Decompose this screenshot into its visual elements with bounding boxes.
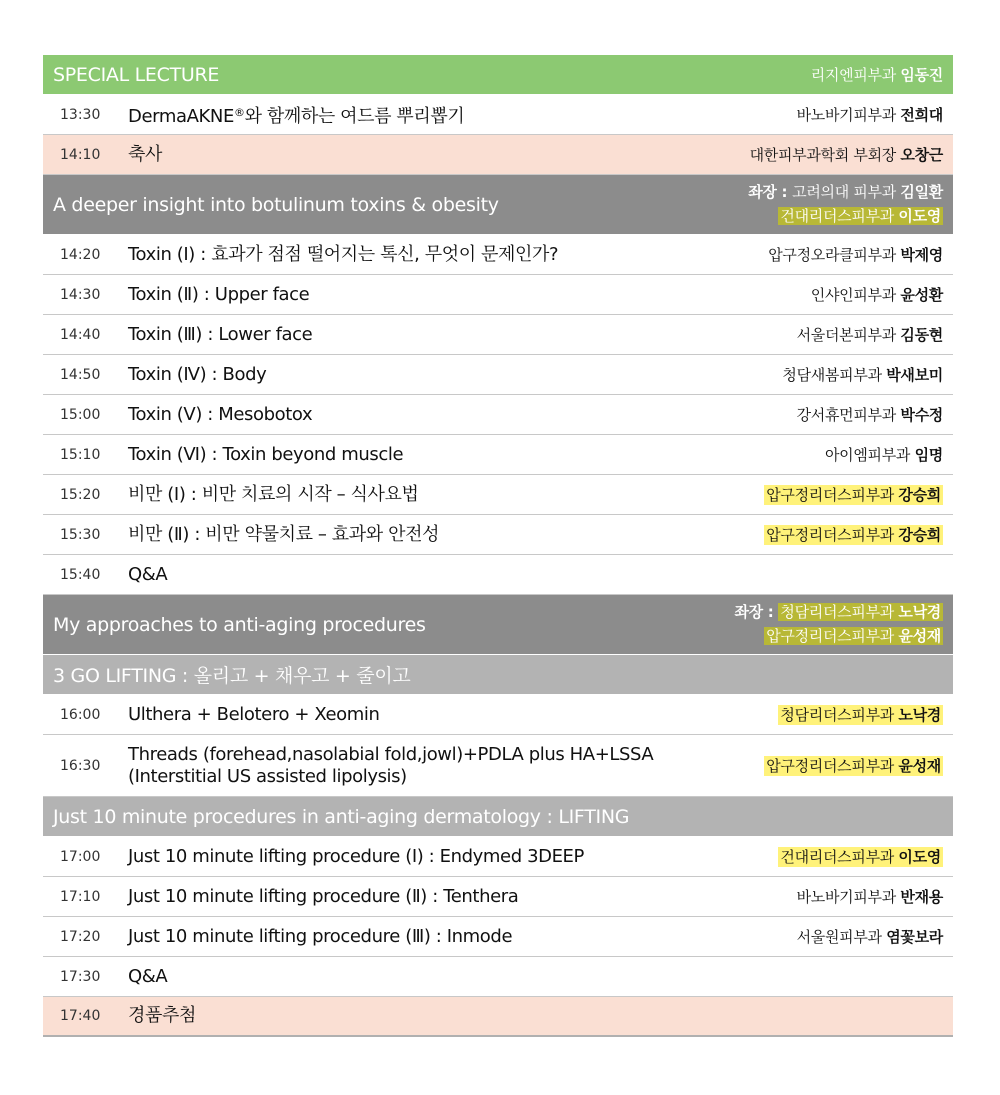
topic-cell: Ulthera + Belotero + Xeomin <box>128 703 380 725</box>
topic-cell: Toxin (Ⅲ) : Lower face <box>128 323 313 345</box>
schedule-row <box>43 315 953 355</box>
subsection-title: 3 GO LIFTING : 올리고 + 채우고 + 줄이고 <box>53 665 411 687</box>
chair-line-2: 건대리더스피부과 이도영 <box>780 207 941 225</box>
speaker-cell: 서울더본피부과 김동현 <box>796 326 943 344</box>
time-cell: 14:10 <box>60 146 101 163</box>
speaker-cell: 청담새봄피부과 박새보미 <box>782 366 943 384</box>
topic-cell: Toxin (Ⅵ) : Toxin beyond muscle <box>128 443 404 465</box>
schedule-row <box>43 837 953 877</box>
section-title: My approaches to anti-aging procedures <box>53 613 426 636</box>
topic-cell: Q&A <box>128 563 168 585</box>
speaker-cell: 압구정리더스피부과 강승희 <box>766 486 941 504</box>
time-cell: 14:30 <box>60 286 101 303</box>
time-cell: 15:00 <box>60 406 101 423</box>
schedule-row <box>43 95 953 135</box>
schedule-row-congratulatory <box>43 135 953 175</box>
time-cell: 14:50 <box>60 366 101 383</box>
section-title: A deeper insight into botulinum toxins & obesity <box>53 193 499 216</box>
special-lecture-header <box>43 55 953 95</box>
speaker-cell: 강서휴먼피부과 박수정 <box>796 406 943 424</box>
time-cell: 17:30 <box>60 968 101 985</box>
speaker-cell: 청담리더스피부과 노낙경 <box>780 706 941 724</box>
chair-line-1: 좌장 : 청담리더스피부과 노낙경 <box>734 603 941 621</box>
section-chairs <box>748 180 943 228</box>
schedule-row <box>43 235 953 275</box>
section-header-lifting <box>43 797 953 837</box>
schedule-row <box>43 877 953 917</box>
schedule-row <box>43 515 953 555</box>
topic-cell: 경품추첨 <box>128 1005 196 1026</box>
schedule-row <box>43 735 953 797</box>
time-cell: 16:30 <box>60 757 101 774</box>
topic-cell: Just 10 minute lifting procedure (Ⅱ) : Tenthera <box>128 885 519 907</box>
speaker-cell: 대한피부과학회 부회장 오창근 <box>749 146 943 164</box>
topic-cell: 축사 <box>128 143 162 165</box>
chair-line-1: 좌장 : 고려의대 피부과 김일환 <box>748 183 943 201</box>
speaker-cell: 서울원피부과 염꽃보라 <box>796 928 943 946</box>
topic-cell: Toxin (Ⅳ) : Body <box>128 363 267 385</box>
time-cell: 15:10 <box>60 446 101 463</box>
topic-cell: Threads (forehead,nasolabial fold,jowl)+PDLA plus HA+LSSA (Interstitial US assisted lipolysis) <box>128 743 654 787</box>
time-cell: 15:30 <box>60 526 101 543</box>
toxin-talks-list <box>43 235 953 595</box>
speaker-cell: 건대리더스피부과 이도영 <box>780 848 941 866</box>
time-cell: 15:20 <box>60 486 101 503</box>
schedule-row <box>43 475 953 515</box>
section-header-toxins <box>43 175 953 235</box>
schedule-table <box>43 55 953 1037</box>
time-cell: 17:20 <box>60 928 101 945</box>
topic-cell: Q&A <box>128 965 168 987</box>
topic-cell: Just 10 minute lifting procedure (Ⅰ) : Endymed 3DEEP <box>128 845 584 867</box>
schedule-row <box>43 917 953 957</box>
schedule-row <box>43 435 953 475</box>
time-cell: 13:30 <box>60 106 101 123</box>
topic-cell: Toxin (Ⅱ) : Upper face <box>128 283 310 305</box>
schedule-row <box>43 395 953 435</box>
schedule-row-lucky-draw <box>43 997 953 1037</box>
speaker-cell: 아이엠피부과 임명 <box>824 446 943 464</box>
time-cell: 14:20 <box>60 246 101 263</box>
time-cell: 17:00 <box>60 848 101 865</box>
topic-cell: Just 10 minute lifting procedure (Ⅲ) : Inmode <box>128 925 513 947</box>
lifting-talks-list <box>43 837 953 997</box>
section-chairs <box>734 600 943 648</box>
speaker-cell: 압구정리더스피부과 강승희 <box>766 526 941 544</box>
section-title: Just 10 minute procedures in anti-aging dermatology : LIFTING <box>53 805 630 828</box>
speaker-cell: 압구정리더스피부과 윤성재 <box>766 757 941 775</box>
schedule-row <box>43 695 953 735</box>
topic-cell: 비만 (Ⅰ) : 비만 치료의 시작 – 식사요법 <box>128 483 419 505</box>
special-lecture-speaker: 리지엔피부과 임동진 <box>810 66 943 84</box>
schedule-row <box>43 275 953 315</box>
schedule-row <box>43 957 953 997</box>
schedule-row <box>43 355 953 395</box>
speaker-cell: 압구정오라클피부과 박제영 <box>768 246 943 264</box>
special-lecture-title: SPECIAL LECTURE <box>53 63 220 86</box>
time-cell: 14:40 <box>60 326 101 343</box>
topic-cell: DermaAKNE®와 함께하는 여드름 뿌리뽑기 <box>128 105 465 127</box>
time-cell: 17:40 <box>60 1008 101 1024</box>
time-cell: 17:10 <box>60 888 101 905</box>
speaker-cell: 인샤인피부과 윤성환 <box>810 286 943 304</box>
subsection-header-3go-lifting <box>43 655 953 695</box>
topic-cell: Toxin (Ⅰ) : 효과가 점점 떨어지는 톡신, 무엇이 문제인가? <box>128 243 559 265</box>
time-cell: 15:40 <box>60 566 101 583</box>
speaker-cell: 바노바기피부과 전희대 <box>796 106 943 124</box>
topic-cell: 비만 (Ⅱ) : 비만 약물치료 – 효과와 안전성 <box>128 523 440 545</box>
topic-cell: Toxin (Ⅴ) : Mesobotox <box>128 403 313 425</box>
speaker-cell: 바노바기피부과 반재용 <box>796 888 943 906</box>
schedule-row <box>43 555 953 595</box>
chair-line-2: 압구정리더스피부과 윤성재 <box>766 627 941 645</box>
time-cell: 16:00 <box>60 706 101 723</box>
section-header-anti-aging <box>43 595 953 655</box>
